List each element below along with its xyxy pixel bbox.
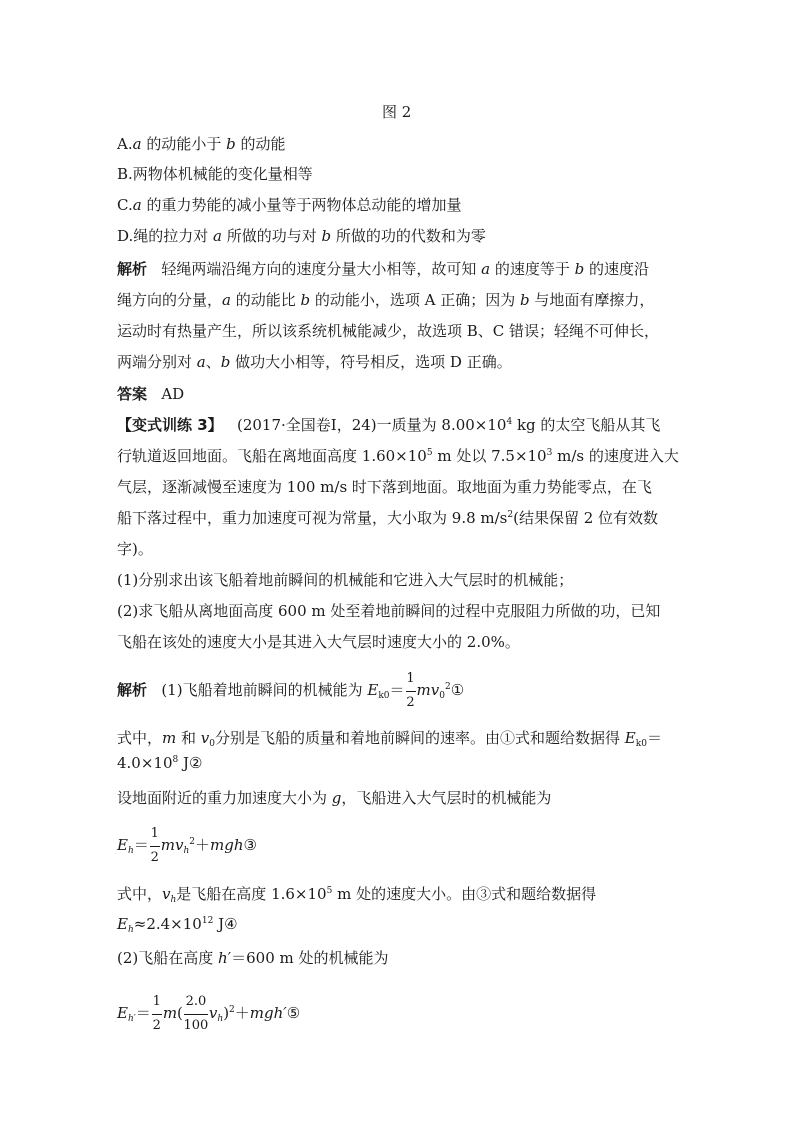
subscript: h bbox=[183, 846, 190, 856]
var-a: a bbox=[481, 260, 491, 278]
var-b: b bbox=[226, 135, 236, 153]
option-b: B.两物体机械能的变化量相等 bbox=[117, 165, 313, 183]
solution-text: ′＝600 m 处的机械能为 bbox=[227, 949, 389, 967]
figure-caption: 图 2 bbox=[382, 103, 412, 121]
exponent: 8 bbox=[172, 755, 179, 765]
subscript: h′ bbox=[127, 1014, 136, 1024]
equals-sign: ＝ bbox=[646, 729, 662, 747]
solution-text: J bbox=[178, 754, 190, 772]
exercise-text: m 处以 7.5×10 bbox=[432, 447, 547, 465]
fraction bbox=[183, 994, 209, 1033]
plus-sign: ＋ bbox=[234, 1004, 250, 1022]
subscript: 0 bbox=[439, 691, 445, 701]
solution-line-6 bbox=[117, 884, 596, 904]
analysis-text: 的速度沿 bbox=[584, 260, 649, 278]
exercise-line-3: 气层，逐渐减慢至速度为 100 m/s 时下落到地面。取地面为重力势能零点，在飞 bbox=[117, 478, 652, 496]
subscript: h bbox=[127, 846, 134, 856]
equation-number: ② bbox=[189, 754, 203, 772]
symbol-e: E bbox=[367, 681, 379, 699]
solution-line-2 bbox=[117, 728, 662, 748]
equation-number: ⑤ bbox=[286, 1004, 301, 1022]
fraction-denominator: 2 bbox=[406, 695, 415, 710]
var-a: a bbox=[213, 227, 222, 245]
symbol-v: v bbox=[175, 836, 184, 854]
exercise-text: kg 的太空飞船从其飞 bbox=[512, 416, 661, 434]
subscript: k0 bbox=[378, 691, 390, 701]
equation-number: ③ bbox=[243, 836, 257, 854]
analysis-text: 的动能小，选项 A 正确；因为 bbox=[310, 291, 521, 309]
var-a: a bbox=[132, 135, 142, 153]
answer-line bbox=[117, 384, 184, 404]
equals-sign: ＝ bbox=[135, 1004, 151, 1022]
equation-number: ① bbox=[450, 681, 465, 699]
subscript: h bbox=[170, 895, 177, 905]
var-a: a bbox=[196, 353, 206, 371]
equation-number: ④ bbox=[224, 915, 238, 933]
solution-text: 式中， bbox=[117, 729, 163, 747]
symbol-e: E bbox=[624, 729, 636, 747]
solution-text: m 处的速度大小。由③式和题给数据得 bbox=[332, 885, 597, 903]
option-a bbox=[117, 134, 286, 154]
symbol-m: m bbox=[162, 729, 177, 747]
fraction-denominator: 100 bbox=[183, 1018, 209, 1033]
analysis-line-1 bbox=[117, 259, 649, 279]
analysis-text: 的动能比 bbox=[230, 291, 301, 309]
symbol-h: h bbox=[218, 949, 228, 967]
var-a: a bbox=[222, 291, 231, 309]
symbol-m: m bbox=[160, 836, 175, 854]
analysis-text: 绳方向的分量， bbox=[117, 291, 223, 309]
fraction bbox=[149, 826, 161, 865]
solution-text: 式中， bbox=[117, 885, 163, 903]
fraction-numerator: 1 bbox=[152, 994, 161, 1009]
analysis-line-3: 运动时有热量产生，所以该系统机械能减少，故选项 B、C 错误；轻绳不可伸长， bbox=[117, 322, 660, 340]
symbol-mgh: mgh′ bbox=[249, 1004, 287, 1022]
analysis-text: 两端分别对 bbox=[117, 353, 197, 371]
exercise-text: (结果保留 2 位有效数 bbox=[513, 509, 659, 527]
paren-open: ( bbox=[177, 1004, 183, 1022]
var-b: b bbox=[220, 353, 231, 371]
analysis-line-2 bbox=[117, 290, 654, 310]
symbol-e: E bbox=[117, 915, 128, 933]
exponent: 5 bbox=[326, 886, 333, 896]
subscript: h bbox=[217, 1014, 224, 1024]
fraction bbox=[151, 994, 163, 1033]
exercise-line-4 bbox=[117, 508, 658, 528]
solution-text: (2)飞船在高度 bbox=[117, 949, 219, 967]
exercise-line-5: 字)。 bbox=[117, 540, 153, 558]
symbol-v: v bbox=[200, 729, 210, 747]
option-letter: A. bbox=[117, 135, 133, 153]
fraction-numerator: 1 bbox=[150, 826, 159, 841]
analysis-label: 解析 bbox=[117, 260, 148, 278]
subscript: k0 bbox=[635, 739, 647, 749]
subscript: 0 bbox=[209, 739, 216, 749]
analysis-text: 做功大小相等，符号相反，选项 D 正确。 bbox=[230, 353, 512, 371]
exercise-question-2: (2)求飞船从离地面高度 600 m 处至着地前瞬间的过程中克服阻力所做的功，已知 bbox=[117, 602, 661, 620]
exponent: 12 bbox=[201, 916, 214, 926]
exponent: 2 bbox=[444, 682, 451, 692]
var-b: b bbox=[574, 260, 585, 278]
exponent: 2 bbox=[189, 837, 196, 847]
solution-text: (1)飞船着地前瞬间的机械能为 bbox=[161, 681, 368, 699]
var-a: a bbox=[132, 196, 142, 214]
analysis-text: 与地面有摩擦力， bbox=[529, 291, 655, 309]
exercise-label: 【变式训练 3】 bbox=[117, 416, 223, 434]
solution-line-5 bbox=[117, 826, 257, 865]
solution-line-7 bbox=[117, 914, 238, 934]
solution-line-9 bbox=[117, 994, 301, 1033]
symbol-m: m bbox=[162, 1004, 178, 1022]
analysis-line-4 bbox=[117, 352, 512, 372]
exercise-question-1: (1)分别求出该飞船着地前瞬间的机械能和它进入大气层时的机械能； bbox=[117, 571, 574, 589]
fraction-numerator: 2.0 bbox=[185, 994, 207, 1009]
fraction bbox=[405, 671, 417, 710]
solution-text: ≈2.4×10 bbox=[133, 915, 202, 933]
exercise-text: (2017·全国卷Ⅰ，24)一质量为 8.00×10 bbox=[236, 416, 507, 434]
option-d bbox=[117, 226, 486, 246]
exponent: 3 bbox=[546, 448, 553, 458]
option-text: 的动能小于 bbox=[141, 135, 227, 153]
fraction-denominator: 2 bbox=[152, 1018, 161, 1033]
solution-text: 4.0×10 bbox=[117, 754, 173, 772]
exercise-text: m/s 的速度进入大 bbox=[552, 447, 679, 465]
solution-line-4 bbox=[117, 788, 551, 808]
paren-close: ) bbox=[223, 1004, 230, 1022]
option-text: 的动能 bbox=[235, 135, 286, 153]
solution-line-3 bbox=[117, 753, 202, 773]
subscript: h bbox=[127, 925, 134, 935]
equals-sign: ＝ bbox=[389, 681, 405, 699]
equals-sign: ＝ bbox=[133, 836, 149, 854]
solution-text: 和 bbox=[176, 729, 201, 747]
plus-sign: ＋ bbox=[195, 836, 211, 854]
analysis-text: 、 bbox=[205, 353, 221, 371]
option-text: D.绳的拉力对 bbox=[117, 227, 214, 245]
symbol-m: m bbox=[416, 681, 431, 699]
option-text: 的重力势能的减小量等于两物体总动能的增加量 bbox=[141, 196, 462, 214]
var-b: b bbox=[300, 291, 311, 309]
answer-value: AD bbox=[161, 385, 185, 403]
symbol-e: E bbox=[117, 836, 128, 854]
solution-line-8 bbox=[117, 948, 389, 968]
fraction-denominator: 2 bbox=[150, 850, 159, 865]
solution-text: 设地面附近的重力加速度大小为 bbox=[117, 789, 332, 807]
fraction-numerator: 1 bbox=[406, 671, 415, 686]
exercise-text: 船下落过程中，重力加速度可视为常量，大小取为 9.8 m/s bbox=[117, 509, 508, 527]
exercise-line-1 bbox=[117, 415, 660, 435]
solution-line-1 bbox=[117, 671, 465, 710]
solution-text: J bbox=[213, 915, 225, 933]
answer-label: 答案 bbox=[117, 385, 148, 403]
solution-text: 分别是飞船的质量和着地前瞬间的速率。由①式和题给数据得 bbox=[215, 729, 625, 747]
var-b: b bbox=[321, 227, 332, 245]
exponent: 2 bbox=[507, 510, 514, 520]
option-text: 所做的功的代数和为零 bbox=[331, 227, 486, 245]
symbol-g: g bbox=[331, 789, 342, 807]
exponent: 4 bbox=[506, 417, 513, 427]
symbol-v: v bbox=[162, 885, 171, 903]
symbol-v: v bbox=[430, 681, 440, 699]
option-text: 所做的功与对 bbox=[221, 227, 322, 245]
solution-text: 是飞船在高度 1.6×10 bbox=[176, 885, 327, 903]
exercise-question-2-cont: 飞船在该处的速度大小是其进入大气层时速度大小的 2.0%。 bbox=[117, 633, 520, 651]
analysis-text: 的速度等于 bbox=[490, 260, 575, 278]
symbol-mgh: mgh bbox=[210, 836, 244, 854]
option-letter: C. bbox=[117, 196, 133, 214]
exponent: 2 bbox=[229, 1005, 235, 1015]
analysis-text: 轻绳两端沿绳方向的速度分量大小相等，故可知 bbox=[161, 260, 482, 278]
exponent: 5 bbox=[426, 448, 433, 458]
var-b: b bbox=[520, 291, 530, 309]
symbol-v: v bbox=[208, 1004, 218, 1022]
symbol-e: E bbox=[117, 1004, 128, 1022]
option-c bbox=[117, 195, 461, 215]
analysis-label: 解析 bbox=[117, 681, 148, 699]
exercise-line-2 bbox=[117, 446, 679, 466]
exercise-text: 行轨道返回地面。飞船在离地面高度 1.60×10 bbox=[117, 447, 427, 465]
solution-text: ，飞船进入大气层时的机械能为 bbox=[341, 789, 552, 807]
